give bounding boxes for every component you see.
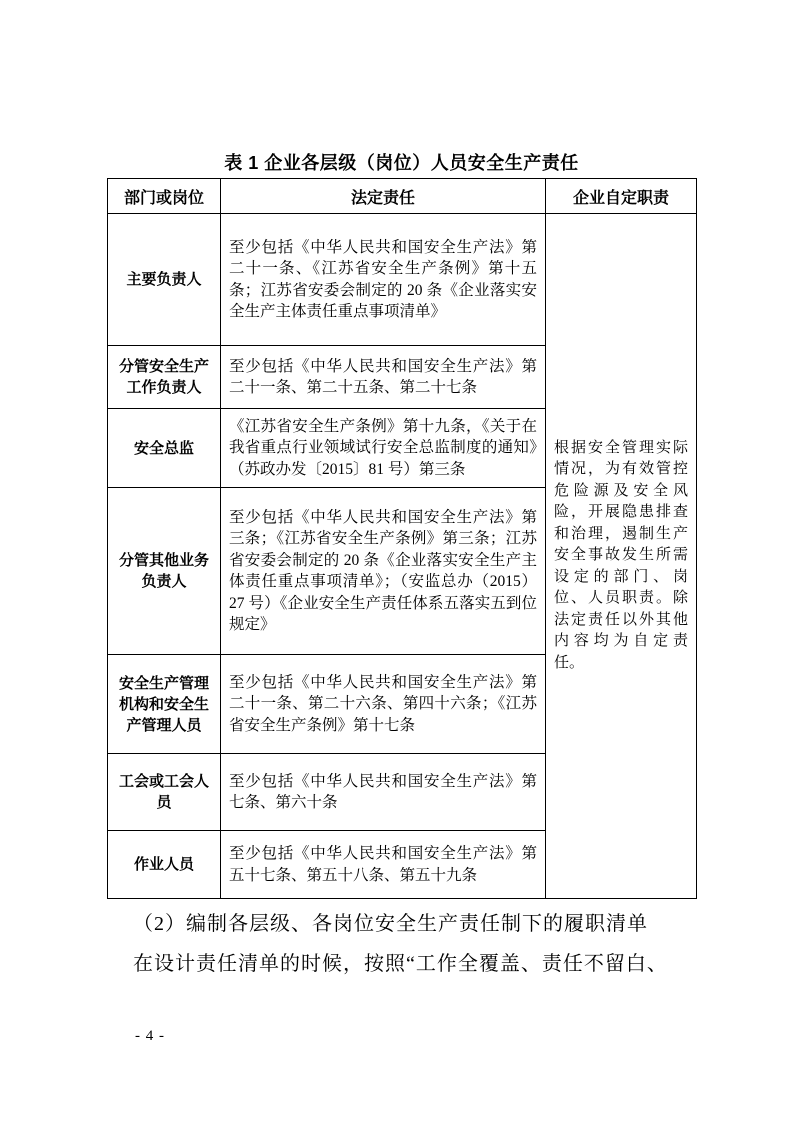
position-cell: 作业人员 bbox=[108, 831, 221, 899]
page-number: - 4 - bbox=[135, 1028, 165, 1044]
legal-cell: 至少包括《中华人民共和国安全生产法》第三条；《江苏省安全生产条例》第三条；江苏省安委会制定的 20 条《企业落实安全生产主体责任重点事项清单》；（安监总办（2015）27 号）《企业安全生产责任体系五落实五到位规定》 bbox=[221, 488, 546, 655]
table-row bbox=[108, 214, 697, 346]
legal-cell: 至少包括《中华人民共和国安全生产法》第二十一条、《江苏省安全生产条例》第十五条；江苏省安委会制定的 20 条《企业落实安全生产主体责任重点事项清单》 bbox=[221, 214, 546, 346]
legal-cell: 至少包括《中华人民共和国安全生产法》第二十一条、第二十五条、第二十七条 bbox=[221, 346, 546, 409]
body-paragraph-1: （2）编制各层级、各岗位安全生产责任制下的履职清单 bbox=[133, 913, 648, 935]
legal-cell: 至少包括《中华人民共和国安全生产法》第七条、第六十条 bbox=[221, 754, 546, 831]
table-title: 表 1 企业各层级（岗位）人员安全生产责任 bbox=[224, 153, 579, 173]
col-header-legal: 法定责任 bbox=[221, 179, 546, 214]
body-paragraph-2: 在设计责任清单的时候，按照“工作全覆盖、责任不留白、 bbox=[133, 953, 668, 975]
position-cell: 分管其他业务负责人 bbox=[108, 488, 221, 655]
custom-duty-cell: 根据安全管理实际情况，为有效管控危险源及安全风险，开展隐患排查和治理，遏制生产安全事故发生所需设定的部门、岗位、人员职责。除法定责任以外其他内容均为自定责任。 bbox=[546, 214, 697, 899]
position-cell: 安全生产管理机构和安全生产管理人员 bbox=[108, 655, 221, 754]
position-cell: 分管安全生产工作负责人 bbox=[108, 346, 221, 409]
position-cell: 工会或工会人员 bbox=[108, 754, 221, 831]
position-cell: 主要负责人 bbox=[108, 214, 221, 346]
table-header-row bbox=[108, 179, 697, 214]
col-header-custom: 企业自定职责 bbox=[546, 179, 697, 214]
col-header-department: 部门或岗位 bbox=[108, 179, 221, 214]
responsibility-table bbox=[107, 178, 697, 899]
position-cell: 安全总监 bbox=[108, 409, 221, 488]
legal-cell: 《江苏省安全生产条例》第十九条，《关于在我省重点行业领域试行安全总监制度的通知》（苏政办发〔2015〕81 号）第三条 bbox=[221, 409, 546, 488]
legal-cell: 至少包括《中华人民共和国安全生产法》第二十一条、第二十六条、第四十六条；《江苏省安全生产条例》第十七条 bbox=[221, 655, 546, 754]
legal-cell: 至少包括《中华人民共和国安全生产法》第五十七条、第五十八条、第五十九条 bbox=[221, 831, 546, 899]
